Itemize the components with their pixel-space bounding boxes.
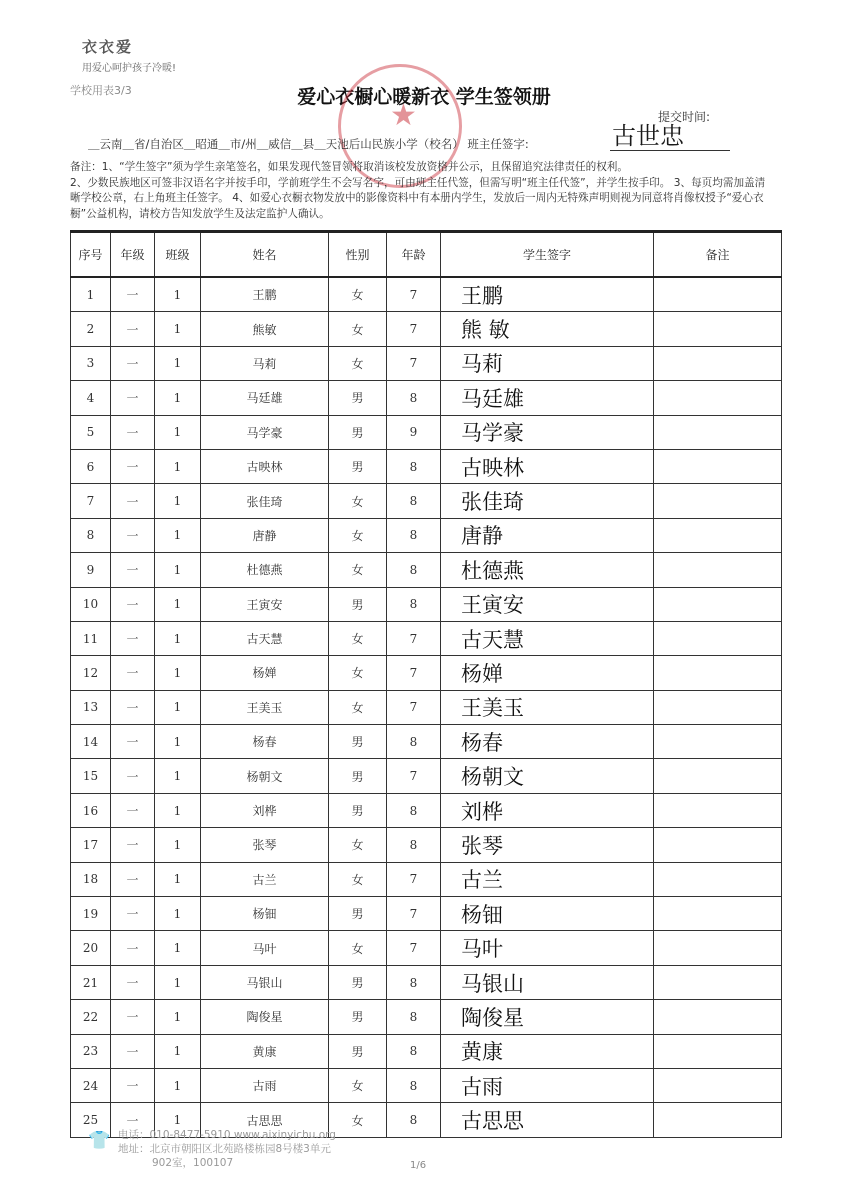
cell-class: 1 [155, 415, 201, 449]
cell-grade: 一 [111, 1000, 155, 1034]
cell-remark [654, 277, 782, 312]
cell-no: 5 [71, 415, 111, 449]
cell-age: 8 [387, 587, 441, 621]
cell-remark [654, 449, 782, 483]
cell-name: 张佳琦 [201, 484, 329, 518]
footer-address: 地址：北京市朝阳区北苑路楼栋园8号楼3单元 [118, 1143, 331, 1155]
cell-class: 1 [155, 381, 201, 415]
table-row [71, 965, 782, 999]
cell-age: 8 [387, 725, 441, 759]
col-header-gender: 性别 [329, 232, 387, 278]
cell-remark [654, 1034, 782, 1068]
cell-signature: 熊 敏 [441, 312, 654, 346]
cell-gender: 男 [329, 793, 387, 827]
table-body [71, 277, 782, 1137]
cell-remark [654, 1068, 782, 1102]
cell-remark [654, 1103, 782, 1137]
col-header-signature: 学生签字 [441, 232, 654, 278]
cell-class: 1 [155, 587, 201, 621]
cell-name: 马叶 [201, 931, 329, 965]
cell-age: 8 [387, 449, 441, 483]
cell-grade: 一 [111, 415, 155, 449]
table-row [71, 931, 782, 965]
shirt-icon: 👕 [88, 1130, 111, 1151]
cell-name: 马学豪 [201, 415, 329, 449]
cell-gender: 男 [329, 449, 387, 483]
cell-signature: 杜德燕 [441, 553, 654, 587]
footer-phone: 电话：010-8477-5910 www.aixinyichu.org [118, 1129, 336, 1141]
cell-name: 杜德燕 [201, 553, 329, 587]
cell-age: 7 [387, 931, 441, 965]
cell-gender: 男 [329, 1000, 387, 1034]
cell-name: 古雨 [201, 1068, 329, 1102]
cell-grade: 一 [111, 793, 155, 827]
cell-no: 4 [71, 381, 111, 415]
table-row [71, 449, 782, 483]
cell-class: 1 [155, 553, 201, 587]
cell-class: 1 [155, 931, 201, 965]
cell-age: 7 [387, 312, 441, 346]
cell-remark [654, 587, 782, 621]
cell-name: 刘桦 [201, 793, 329, 827]
cell-class: 1 [155, 312, 201, 346]
cell-no: 24 [71, 1068, 111, 1102]
notes [70, 160, 775, 222]
cell-grade: 一 [111, 381, 155, 415]
table-row [71, 828, 782, 862]
teacher-signature: 古世忠 [612, 122, 684, 150]
cell-gender: 女 [329, 931, 387, 965]
cell-grade: 一 [111, 587, 155, 621]
cell-class: 1 [155, 1068, 201, 1102]
cell-signature: 张琴 [441, 828, 654, 862]
cell-no: 16 [71, 793, 111, 827]
cell-no: 1 [71, 277, 111, 312]
cell-gender: 女 [329, 656, 387, 690]
cell-no: 13 [71, 690, 111, 724]
cell-class: 1 [155, 759, 201, 793]
cell-grade: 一 [111, 1103, 155, 1137]
cell-remark [654, 862, 782, 896]
brand-logo [82, 36, 176, 74]
cell-gender: 男 [329, 897, 387, 931]
page-number: 1/6 [410, 1160, 427, 1171]
table-row [71, 587, 782, 621]
cell-signature: 马莉 [441, 346, 654, 380]
cell-grade: 一 [111, 277, 155, 312]
table-header-row [71, 232, 782, 278]
logo-mark: 衣衣爱 [82, 38, 134, 56]
table-row [71, 518, 782, 552]
cell-age: 7 [387, 862, 441, 896]
col-header-age: 年龄 [387, 232, 441, 278]
cell-gender: 女 [329, 1068, 387, 1102]
cell-gender: 男 [329, 759, 387, 793]
table-row [71, 759, 782, 793]
cell-class: 1 [155, 897, 201, 931]
table-row [71, 484, 782, 518]
cell-age: 7 [387, 690, 441, 724]
table-row [71, 415, 782, 449]
cell-grade: 一 [111, 1034, 155, 1068]
table-row [71, 793, 782, 827]
table-row [71, 553, 782, 587]
cell-age: 8 [387, 484, 441, 518]
table-row [71, 1000, 782, 1034]
cell-class: 1 [155, 518, 201, 552]
cell-no: 8 [71, 518, 111, 552]
cell-gender: 男 [329, 415, 387, 449]
cell-name: 熊敏 [201, 312, 329, 346]
cell-gender: 女 [329, 862, 387, 896]
cell-age: 8 [387, 518, 441, 552]
cell-grade: 一 [111, 656, 155, 690]
student-roster-table [70, 230, 782, 1138]
footer-contact [118, 1128, 336, 1170]
table-row [71, 381, 782, 415]
cell-no: 18 [71, 862, 111, 896]
cell-gender: 男 [329, 965, 387, 999]
cell-gender: 女 [329, 277, 387, 312]
signature-line [610, 150, 730, 151]
cell-signature: 马叶 [441, 931, 654, 965]
cell-age: 8 [387, 1103, 441, 1137]
cell-grade: 一 [111, 965, 155, 999]
cell-age: 8 [387, 1068, 441, 1102]
cell-signature: 马廷雄 [441, 381, 654, 415]
cell-no: 10 [71, 587, 111, 621]
cell-name: 杨钿 [201, 897, 329, 931]
cell-signature: 杨朝文 [441, 759, 654, 793]
cell-gender: 女 [329, 621, 387, 655]
cell-gender: 女 [329, 690, 387, 724]
cell-grade: 一 [111, 725, 155, 759]
cell-remark [654, 690, 782, 724]
col-header-no: 序号 [71, 232, 111, 278]
table-row [71, 897, 782, 931]
submit-time-label: 提交时间: [658, 110, 711, 124]
table-row [71, 725, 782, 759]
cell-age: 7 [387, 346, 441, 380]
cell-no: 21 [71, 965, 111, 999]
cell-signature: 杨婵 [441, 656, 654, 690]
cell-grade: 一 [111, 897, 155, 931]
cell-signature: 古映林 [441, 449, 654, 483]
cell-remark [654, 965, 782, 999]
cell-signature: 王寅安 [441, 587, 654, 621]
cell-signature: 陶俊星 [441, 1000, 654, 1034]
cell-grade: 一 [111, 862, 155, 896]
cell-class: 1 [155, 346, 201, 380]
cell-remark [654, 553, 782, 587]
cell-remark [654, 346, 782, 380]
cell-no: 6 [71, 449, 111, 483]
logo-tagline: 用爱心呵护孩子冷暖! [82, 63, 177, 74]
cell-no: 7 [71, 484, 111, 518]
cell-gender: 女 [329, 828, 387, 862]
table-row [71, 277, 782, 312]
table-row [71, 862, 782, 896]
cell-no: 22 [71, 1000, 111, 1034]
cell-class: 1 [155, 277, 201, 312]
cell-gender: 女 [329, 484, 387, 518]
cell-name: 杨婵 [201, 656, 329, 690]
cell-signature: 王鹏 [441, 277, 654, 312]
cell-class: 1 [155, 484, 201, 518]
school-form-tag: 学校用表3/3 [70, 84, 132, 97]
cell-name: 唐静 [201, 518, 329, 552]
cell-no: 20 [71, 931, 111, 965]
cell-grade: 一 [111, 1068, 155, 1102]
cell-no: 19 [71, 897, 111, 931]
table-row [71, 1034, 782, 1068]
cell-grade: 一 [111, 553, 155, 587]
cell-grade: 一 [111, 518, 155, 552]
cell-name: 杨春 [201, 725, 329, 759]
region-line: ＿云南＿省/自治区＿昭通＿市/州＿威信＿县＿天池后山民族小学（校名） 班主任签字: [88, 137, 529, 151]
page-title: 爱心衣橱心暖新衣 学生签领册 [297, 86, 551, 108]
table-row [71, 656, 782, 690]
cell-remark [654, 725, 782, 759]
cell-no: 14 [71, 725, 111, 759]
cell-age: 7 [387, 897, 441, 931]
cell-grade: 一 [111, 828, 155, 862]
cell-grade: 一 [111, 346, 155, 380]
cell-no: 12 [71, 656, 111, 690]
cell-remark [654, 381, 782, 415]
cell-remark [654, 759, 782, 793]
cell-signature: 唐静 [441, 518, 654, 552]
cell-age: 8 [387, 828, 441, 862]
cell-age: 8 [387, 381, 441, 415]
cell-signature: 古雨 [441, 1068, 654, 1102]
col-header-name: 姓名 [201, 232, 329, 278]
cell-grade: 一 [111, 759, 155, 793]
table-row [71, 312, 782, 346]
cell-signature: 古思思 [441, 1103, 654, 1137]
cell-class: 1 [155, 725, 201, 759]
cell-signature: 杨钿 [441, 897, 654, 931]
cell-name: 古思思 [201, 1103, 329, 1137]
cell-no: 17 [71, 828, 111, 862]
cell-age: 8 [387, 793, 441, 827]
seal-star-icon: ★ [390, 98, 417, 133]
cell-remark [654, 484, 782, 518]
cell-gender: 女 [329, 346, 387, 380]
cell-age: 7 [387, 621, 441, 655]
cell-remark [654, 931, 782, 965]
cell-age: 8 [387, 1034, 441, 1068]
cell-class: 1 [155, 1000, 201, 1034]
cell-name: 马廷雄 [201, 381, 329, 415]
col-header-grade: 年级 [111, 232, 155, 278]
cell-name: 古兰 [201, 862, 329, 896]
cell-name: 古映林 [201, 449, 329, 483]
cell-signature: 黄康 [441, 1034, 654, 1068]
cell-gender: 男 [329, 725, 387, 759]
cell-name: 王寅安 [201, 587, 329, 621]
cell-grade: 一 [111, 690, 155, 724]
cell-no: 23 [71, 1034, 111, 1068]
cell-name: 马银山 [201, 965, 329, 999]
cell-name: 黄康 [201, 1034, 329, 1068]
cell-signature: 古兰 [441, 862, 654, 896]
cell-gender: 女 [329, 553, 387, 587]
cell-remark [654, 1000, 782, 1034]
cell-class: 1 [155, 621, 201, 655]
cell-no: 9 [71, 553, 111, 587]
note-line: 备注：1、“学生签字”须为学生亲笔签名，如果发现代签冒领将取消该校发放资格并公示，且保留追究法律责任的权利。 [70, 161, 628, 173]
table-row [71, 346, 782, 380]
footer-address2: 902室，100107 [152, 1157, 234, 1169]
cell-class: 1 [155, 965, 201, 999]
cell-grade: 一 [111, 449, 155, 483]
cell-gender: 男 [329, 1034, 387, 1068]
cell-grade: 一 [111, 621, 155, 655]
cell-age: 7 [387, 656, 441, 690]
cell-gender: 女 [329, 312, 387, 346]
cell-remark [654, 828, 782, 862]
cell-no: 3 [71, 346, 111, 380]
cell-name: 王鹏 [201, 277, 329, 312]
cell-gender: 男 [329, 587, 387, 621]
table-row [71, 690, 782, 724]
cell-grade: 一 [111, 931, 155, 965]
cell-signature: 马银山 [441, 965, 654, 999]
cell-no: 2 [71, 312, 111, 346]
cell-age: 8 [387, 965, 441, 999]
cell-age: 8 [387, 553, 441, 587]
cell-class: 1 [155, 690, 201, 724]
table-row [71, 1068, 782, 1102]
cell-no: 15 [71, 759, 111, 793]
cell-age: 8 [387, 1000, 441, 1034]
cell-signature: 刘桦 [441, 793, 654, 827]
cell-remark [654, 621, 782, 655]
cell-remark [654, 656, 782, 690]
cell-no: 25 [71, 1103, 111, 1137]
cell-class: 1 [155, 449, 201, 483]
table-row [71, 621, 782, 655]
cell-class: 1 [155, 793, 201, 827]
cell-name: 马莉 [201, 346, 329, 380]
cell-age: 9 [387, 415, 441, 449]
cell-remark [654, 518, 782, 552]
cell-signature: 马学豪 [441, 415, 654, 449]
cell-class: 1 [155, 828, 201, 862]
cell-signature: 王美玉 [441, 690, 654, 724]
cell-class: 1 [155, 656, 201, 690]
col-header-class: 班级 [155, 232, 201, 278]
cell-class: 1 [155, 862, 201, 896]
cell-name: 古天慧 [201, 621, 329, 655]
cell-name: 王美玉 [201, 690, 329, 724]
cell-remark [654, 312, 782, 346]
cell-class: 1 [155, 1034, 201, 1068]
cell-class: 1 [155, 1103, 201, 1137]
note-line: 2、少数民族地区可签非汉语名字并按手印，学前班学生不会写名字，可由班主任代签，但需写明“班主任代签”，并学生按手印。 3、每页均需加盖清晰学校公章，右上角班主任签字。 4、如爱心衣橱衣物发放中的影像资料中有本册内学生，发放后一周内无特殊声明则视为同意将肖像权授予“爱心衣橱”公益机构，请校方告知发放学生及法定监护人确认。 [70, 176, 766, 220]
cell-signature: 古天慧 [441, 621, 654, 655]
cell-grade: 一 [111, 484, 155, 518]
cell-gender: 女 [329, 1103, 387, 1137]
cell-name: 杨朝文 [201, 759, 329, 793]
cell-age: 7 [387, 759, 441, 793]
cell-remark [654, 897, 782, 931]
cell-gender: 男 [329, 381, 387, 415]
col-header-remark: 备注 [654, 232, 782, 278]
cell-gender: 女 [329, 518, 387, 552]
cell-signature: 杨春 [441, 725, 654, 759]
cell-no: 11 [71, 621, 111, 655]
cell-remark [654, 793, 782, 827]
cell-age: 7 [387, 277, 441, 312]
cell-grade: 一 [111, 312, 155, 346]
cell-remark [654, 415, 782, 449]
cell-name: 陶俊星 [201, 1000, 329, 1034]
cell-name: 张琴 [201, 828, 329, 862]
cell-signature: 张佳琦 [441, 484, 654, 518]
